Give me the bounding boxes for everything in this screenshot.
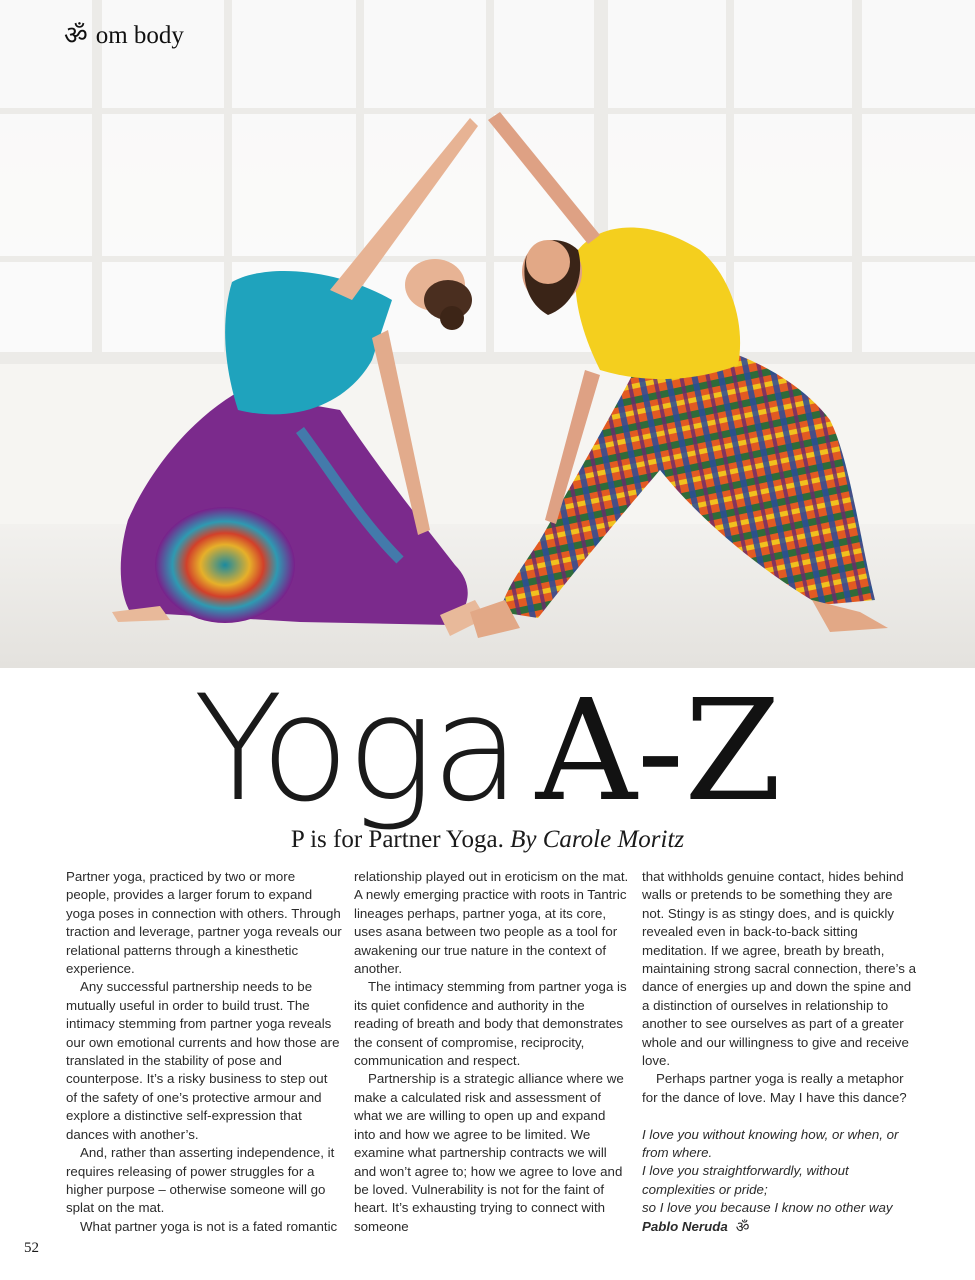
author-name: Pablo Neruda: [642, 1218, 728, 1234]
poem-quote: [642, 1126, 918, 1236]
text-column-1: [66, 868, 342, 1236]
page-number: 52: [24, 1240, 39, 1256]
om-symbol-icon: ॐ: [64, 21, 88, 51]
poem-author: [642, 1218, 918, 1236]
paragraph: What partner yoga is not is a fated romantic: [80, 1218, 338, 1234]
page-title: [0, 664, 975, 834]
section-label: om body: [95, 22, 184, 49]
paragraph: Partner yoga, practiced by two or more people, provides a larger forum to expand yoga poses in connection with others. Through traction and leverage, partner yoga reveals our relational patterns through a kinesthetic experience.: [66, 869, 342, 977]
section-tag: [64, 22, 184, 50]
subtitle-main: P is for Partner Yoga.: [290, 826, 504, 853]
paragraph: Partnership is a strategic alliance where we make a calculated risk and assessment of what we are willing to open up and expand into and how we agree to be limited. We examine what partnership contracts we will and won’t agree to; how we agree to love and be loved. Vulnerability is not for the faint of heart. It’s exhausting trying to connect with someone: [354, 1071, 624, 1234]
article-subtitle: [0, 826, 975, 854]
paragraph: that withholds genuine contact, hides behind walls or pretends to be something they are not. Stingy is as stingy does, and is quickly revealed even in back-to-back sitting meditation. If we agree, breath by breath, maintaining strong sacral connection, there’s a dance of energies up and down the spine and a distinction of ourselves in relationship to another to see ourselves as part of a greater whole and our willingness to give and receive love.: [642, 869, 916, 1069]
title-light: Yoga: [193, 664, 518, 834]
poem-line: so I love you because I know no other way: [642, 1200, 893, 1216]
paragraph: The intimacy stemming from partner yoga is its quiet confidence and authority in the reading of breath and body that demonstrates the consent of compromise, reciprocity, communication and respect.: [354, 979, 627, 1069]
title-bold: A-Z: [535, 670, 782, 833]
text-column-3: [642, 868, 918, 1236]
paragraph: Any successful partnership needs to be mutually useful in order to build trust. The intimacy stemming from partner yoga reveals our own emotional currents and how those are translated in the stability of pose and counterpose. It’s a risky business to step out of the safety of one’s protective armour and explore a distinctive self-expression that dances with another’s.: [66, 979, 340, 1142]
byline: By Carole Moritz: [510, 826, 685, 853]
poem-line: I love you without knowing how, or when, or from where.: [642, 1126, 899, 1161]
paragraph: And, rather than asserting independence, it requires releasing of power struggles for a higher purpose – otherwise someone will go splat on the mat.: [66, 1145, 335, 1216]
paragraph: Perhaps partner yoga is really a metaphor for the dance of love. May I have this dance?: [642, 1071, 907, 1105]
paragraph: relationship played out in eroticism on the mat. A newly emerging practice with roots in Tantric lineages perhaps, partner yoga, at its core, uses asana between two people as a tool for awakening our true nature in the context of another.: [354, 869, 629, 977]
poem-line: I love you straightforwardly, without complexities or pride;: [642, 1163, 849, 1197]
text-column-2: [354, 868, 630, 1236]
om-symbol-icon: ॐ: [735, 1217, 750, 1236]
